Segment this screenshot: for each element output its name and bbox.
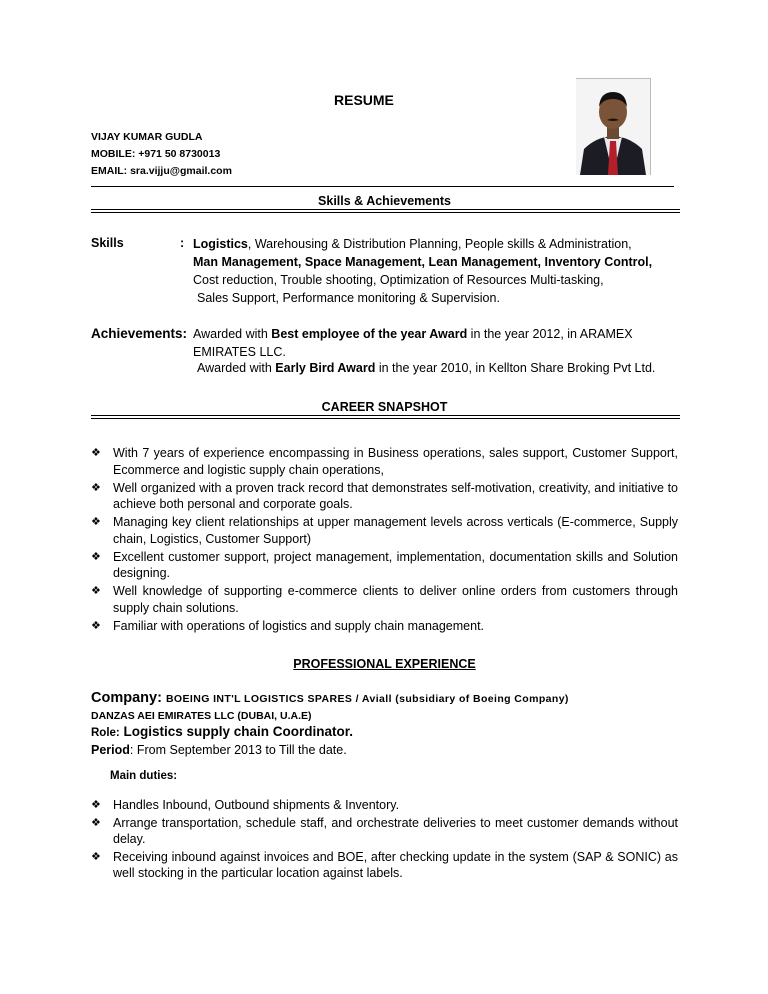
bullet-icon: ❖ xyxy=(91,516,101,528)
role-value: Logistics supply chain Coordinator. xyxy=(123,724,354,739)
company-line xyxy=(91,690,681,706)
duty-text: Handles Inbound, Outbound shipments & Inventory. xyxy=(113,798,400,812)
divider-line xyxy=(91,186,674,187)
period-line xyxy=(91,743,347,757)
bullet-icon: ❖ xyxy=(91,447,101,459)
achievement-2-award: Early Bird Award xyxy=(275,361,376,375)
bullet-icon: ❖ xyxy=(91,481,101,494)
divider-line xyxy=(91,418,680,419)
achievement-1-cont: EMIRATES LLC. xyxy=(193,345,286,359)
achievement-1 xyxy=(193,327,633,341)
skills-line-3: Cost reduction, Trouble shooting, Optimization of Resources Multi-tasking, xyxy=(193,273,604,287)
skills-line-2: Man Management, Space Management, Lean Management, Inventory Control, xyxy=(193,255,653,269)
skills-line-1-rest: , Warehousing & Distribution Planning, People skills & Administration, xyxy=(247,237,632,251)
contact-email: EMAIL: sra.vijju@gmail.com xyxy=(91,165,232,177)
list-item xyxy=(91,815,678,848)
skills-line-1 xyxy=(193,237,632,251)
skills-label: Skills xyxy=(91,236,124,250)
career-bullet-list xyxy=(91,445,678,636)
achievement-1-pre: Awarded with xyxy=(193,327,272,341)
achievement-2-post: in the year 2010, in Kellton Share Broking Pvt Ltd. xyxy=(375,361,656,375)
duty-text: Arrange transportation, schedule staff, and orchestrate deliveries to meet customer demands without delay. xyxy=(113,815,678,846)
skills-logistics: Logistics xyxy=(193,237,248,251)
list-item xyxy=(91,514,678,547)
contact-mobile: MOBILE: +971 50 8730013 xyxy=(91,148,221,160)
contact-name: VIJAY KUMAR GUDLA xyxy=(91,131,203,143)
career-bullet-text: With 7 years of experience encompassing in Business operations, sales support, Customer Support, Ecommerce and logistic supply chain operations, xyxy=(113,446,678,477)
career-bullet-text: Managing key client relationships at upper management levels across verticals (E-commerce, Supply chain, Logistics, Customer Support) xyxy=(113,515,678,546)
achievement-2 xyxy=(197,361,655,375)
list-item xyxy=(91,480,678,513)
list-item xyxy=(91,849,678,882)
skills-line-4: Sales Support, Performance monitoring & Supervision. xyxy=(197,291,500,305)
profile-photo xyxy=(576,78,651,175)
duties-list xyxy=(91,797,678,883)
bullet-icon: ❖ xyxy=(91,585,101,597)
section-career-snapshot: CAREER SNAPSHOT xyxy=(321,400,448,414)
bullet-icon: ❖ xyxy=(91,619,101,632)
company-label: Company: xyxy=(91,690,162,706)
person-photo-icon xyxy=(576,79,650,175)
company-name: BOEING INT'L LOGISTICS SPARES / Aviall (subsidiary of Boeing Company) xyxy=(165,693,569,705)
achievement-2-pre: Awarded with xyxy=(197,361,276,375)
list-item xyxy=(91,445,678,478)
list-item xyxy=(91,618,678,635)
section-professional-experience: PROFESSIONAL EXPERIENCE xyxy=(293,657,476,671)
section-skills-achievements: Skills & Achievements xyxy=(318,194,451,208)
list-item xyxy=(91,583,678,616)
divider-line xyxy=(91,415,680,416)
bullet-icon: ❖ xyxy=(91,550,101,563)
achievements-label: Achievements: xyxy=(91,326,188,341)
period-label: Period xyxy=(91,743,130,757)
period-value: : From September 2013 to Till the date. xyxy=(129,743,347,757)
bullet-icon: ❖ xyxy=(91,816,101,829)
list-item xyxy=(91,797,678,814)
duty-text: Receiving inbound against invoices and BOE, after checking update in the system (SAP & SONIC) as well stocking in the particular location against labels. xyxy=(113,849,678,880)
career-bullet-text: Familiar with operations of logistics and supply chain management. xyxy=(113,618,485,633)
divider-line xyxy=(91,209,680,210)
skills-colon: : xyxy=(180,236,185,250)
career-bullet-text: Well knowledge of supporting e-commerce clients to deliver online orders from customers through supply chain solutions. xyxy=(113,584,678,615)
page-title: RESUME xyxy=(334,92,394,108)
bullet-icon: ❖ xyxy=(91,799,101,811)
company-name-cont: DANZAS AEI EMIRATES LLC (DUBAI, U.A.E) xyxy=(91,710,312,722)
achievement-1-post: in the year 2012, in ARAMEX xyxy=(467,327,633,341)
role-line xyxy=(91,724,353,739)
divider-line xyxy=(91,212,680,213)
bullet-icon: ❖ xyxy=(91,850,101,863)
list-item xyxy=(91,549,678,582)
role-label: Role: xyxy=(91,727,120,739)
career-bullet-text: Excellent customer support, project management, implementation, documentation skills and Solution designing. xyxy=(113,549,678,580)
career-bullet-text: Well organized with a proven track record that demonstrates self-motivation, creativity, and initiative to achieve both personal and corporate goals. xyxy=(113,480,678,511)
main-duties-heading: Main duties: xyxy=(110,770,178,782)
achievement-1-award: Best employee of the year Award xyxy=(271,327,468,341)
